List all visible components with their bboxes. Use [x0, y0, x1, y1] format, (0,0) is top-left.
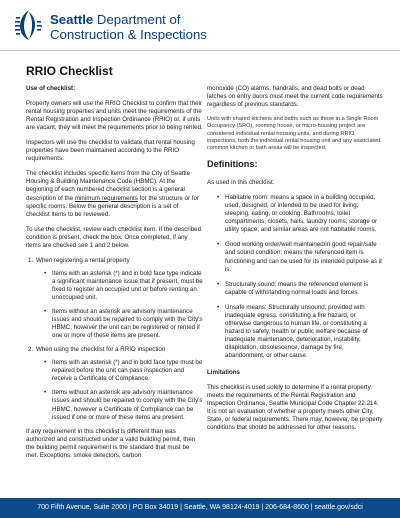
- limitations-heading: Limitations: [207, 369, 241, 377]
- numbered-item-1: [26, 257, 203, 265]
- item-text: When using the checklist for a RRIO inspection: [36, 346, 166, 354]
- bullet-icon: •: [217, 241, 220, 249]
- bullet-item: • Items without an asterisk are advisory maintenance issues and should be repaired to comply with the City's HBMC, however the unit can be registered or rented if one or more of these items are present.: [44, 308, 203, 340]
- definitions-intro: As used in this checklist:: [207, 179, 275, 187]
- shared-units-note: Units with shared kitchens and baths such as those in a Single Room Occupancy (SRO), rooming house, or micro-housing project are considered individual rental housing units, and during RRIO inspections, both the individual rental housing unit and any associated common kitchen or bath areas will be inspected.: [207, 116, 381, 151]
- definition-item: • Structurally sound: means the referenced element is capable of withstanding normal loads and forces.: [217, 280, 369, 296]
- paragraph-inspectors: Inspectors will use the checklist to validate that rental housing properties have been maintained according to the RRIO requirements.: [26, 139, 195, 163]
- use-of-checklist-heading: Use of checklist:: [26, 85, 76, 92]
- item-number: 1.: [28, 256, 34, 264]
- definition-item: • Unsafe means: Structurally unsound, provided with inadequate egress, constituting a fire hazard, or otherwise dangerous to human life, or constituting a hazard to safety, health or public welfare because of inadequate maintenance, deterioration, instability, dilapidation, obsolescence, damage by fire, abandonment, or other cause.: [217, 303, 368, 359]
- paragraph-checklist-contents: The checklist includes specific items from the City of Seattle Housing & Building Maintenance Code (HBMC). At the beginning of each numbered checklist section is a general description of the minimum requirements for the structure or for specific rooms. Below the general description is a set of checklist items to be reviewed.: [26, 170, 199, 218]
- page-header: [0, 0, 400, 56]
- header-divider: [0, 50, 400, 51]
- paragraph-exceptions-continued: monoxide (CO) alarms, handrails, and dead bolts or dead latches on entry doors must meet the current code requirements regardless of previous standards.: [207, 85, 383, 109]
- right-column: [207, 85, 383, 439]
- definition-item: • Habitable room: means a space in a building occupied, used, designed, or intended to be used for living, sleeping, eating, or cooking. Bathrooms, toilet compartments, closets, halls, laundry rooms, storage or utility space, and similar areas are not habitable rooms.: [217, 194, 377, 234]
- numbered-item-2: [26, 346, 203, 354]
- footer-bar: [0, 498, 400, 518]
- department-name-line2: Construction & Inspections: [50, 27, 207, 42]
- item-text: When registering a rental property: [36, 256, 130, 264]
- bullet-icon: •: [217, 303, 220, 311]
- paragraph-building-permit: If any requirement in this checklist is different than was authorized and constructed under a valid building permit, then the building permit requirement is the standard that must be met. Exceptions: smoke detectors, carbon: [26, 427, 196, 459]
- footer-contact-text: 700 Fifth Avenue, Suite 2000 | PO Box 34019 | Seattle, WA 98124-4019 | 206-684-8600 | seattle.gov/sdci: [37, 504, 363, 511]
- left-column: [26, 85, 203, 467]
- bullet-icon: •: [217, 280, 220, 288]
- limitations-text: This checklist is used solely to determine if a rental property meets the requirements of the Rental Registration and Inspection Ordinance, Seattle Municipal Code Chapter 22.214. It is not an evaluation of whether a property meets other City, State, or federal requirements. There may, however, be property conditions that should be addressed for other reasons.: [207, 384, 383, 432]
- paragraph-owners: Property owners will use the RRIO Checklist to confirm that their rental housing properties and units meet the requirements of the Rental Registration and Inspection Ordinance (RRIO) or, if units are vacant, they will meet the requirements prior to being rented.: [26, 100, 203, 132]
- bullet-item: • Items with an asterisk (*) and in bold face type indicate a significant maintenance issue that if present, must be fixed to register an occupied unit or before renting an unoccupied unit.: [44, 269, 203, 301]
- bullet-icon: •: [217, 194, 220, 202]
- bullet-item: • Items with an asterisk (*) and in bold face type must be repaired before the unit can pass inspection and receive a Certificate of Compliance.: [44, 359, 203, 383]
- bullet-icon: •: [44, 389, 47, 397]
- paragraph-how-to-use: To use the checklist, review each checklist item. If the described condition is present, check the box. Once completed, if any items are checked see 1 and 2 below.: [26, 225, 202, 249]
- definition-item: • Good working order/well maintained/in good repair/safe and sound condition: means the referenced item is functioning and can be used for its intended purpose as it is.: [217, 241, 382, 273]
- bullet-item: • Items without an asterisk are advisory maintenance issues and should be repaired to comply with the City's HBMC, however a Certificate of Compliance can be issued if one or more of these items are present.: [44, 389, 203, 421]
- definitions-heading: Definitions:: [207, 159, 258, 170]
- department-name-line1: Seattle Department of: [50, 12, 181, 27]
- seattle-city-seal-icon: [14, 8, 44, 42]
- page-title: RRIO Checklist: [26, 64, 113, 78]
- item-number: 2.: [28, 346, 34, 354]
- bullet-icon: •: [44, 269, 47, 277]
- bullet-icon: •: [44, 359, 47, 367]
- bullet-icon: •: [44, 308, 47, 316]
